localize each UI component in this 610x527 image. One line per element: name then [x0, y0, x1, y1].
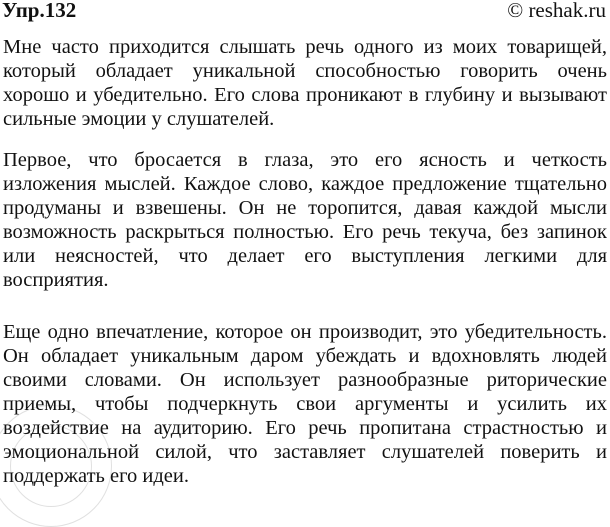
paragraph-3 [3, 320, 607, 488]
paragraph-1 [3, 35, 607, 131]
text-line: который обладает уникальной способностью говорить очень [3, 60, 607, 82]
text-line: Первое, что бросается в глаза, это его ясность и четкость [3, 149, 607, 171]
paragraph-2 [3, 148, 607, 292]
text-line: Еще одно впечатление, которое он производит, это убедительность. [3, 321, 607, 343]
text-line: Мне часто приходится слышать речь одного из моих товарищей, [3, 36, 607, 58]
text-line: сильные эмоции у слушателей. [3, 108, 275, 130]
text-line: эмоциональной силой, что заставляет слушателей поверить и [3, 441, 607, 463]
text-line: возможность раскрыться полностью. Его речь текуча, без запинок [3, 221, 607, 243]
exercise-title: Упр.132 [2, 0, 77, 22]
text-line: восприятия. [3, 269, 109, 291]
site-credit: © reshak.ru [507, 0, 606, 22]
text-line: воздействие на аудиторию. Его речь пропитана страстностью и [3, 417, 607, 439]
text-line: или неясностей, что делает его выступления легкими для [3, 245, 607, 267]
text-line: поддержать его идеи. [3, 465, 189, 487]
text-line: изложения мыслей. Каждое слово, каждое предложение тщательно [3, 173, 607, 195]
text-line: приемы, чтобы подчеркнуть свои аргументы и усилить их [3, 393, 607, 415]
text-line: хорошо и убедительно. Его слова проникают в глубину и вызывают [3, 84, 607, 106]
text-line: своими словами. Он использует разнообразные риторические [3, 369, 607, 391]
header [2, 0, 606, 26]
text-line: продуманы и взвешены. Он не торопится, давая каждой мысли [3, 197, 607, 219]
text-line: Он обладает уникальным даром убеждать и вдохновлять людей [3, 345, 607, 367]
